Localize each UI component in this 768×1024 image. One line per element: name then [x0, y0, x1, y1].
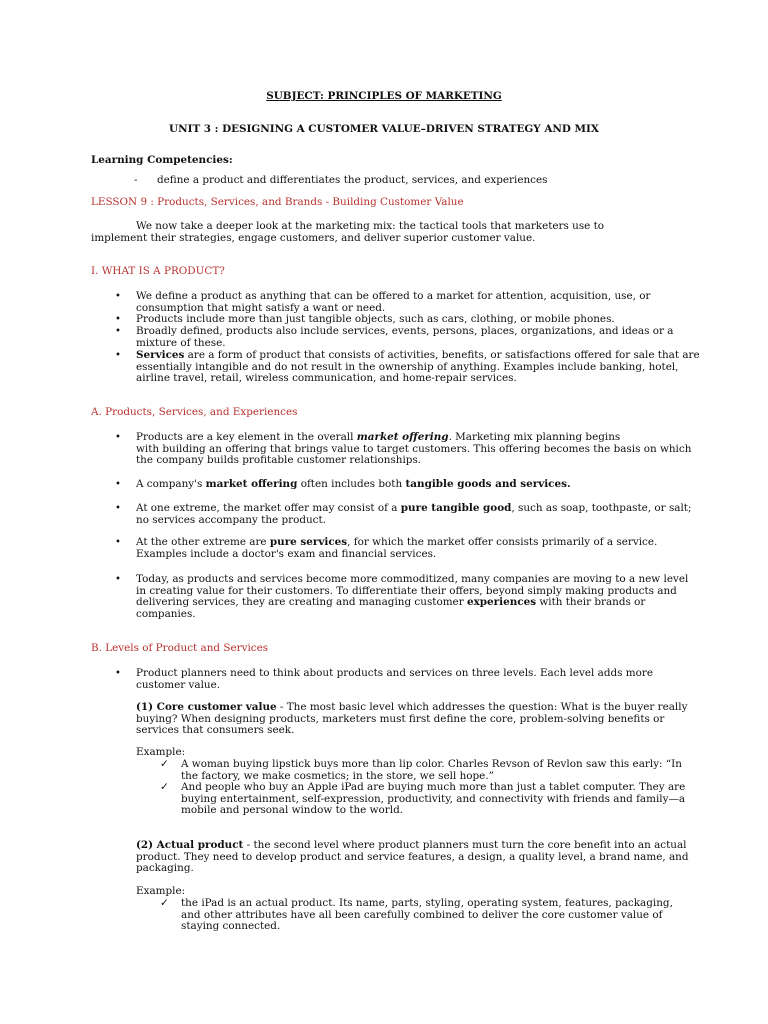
product-definition-text: We define a product as anything that can be offered to a market for attention, acquisition, use, or consumption that might satisfy a want or need. [136, 290, 651, 314]
pure-services-text: At the other extreme are pure services, for which the market offer consists primarily of a service. Examples include a doctor's exam and financial services. [136, 536, 658, 560]
example-label-2: Example: [136, 885, 186, 897]
three-levels-text: Product planners need to think about products and services on three levels. Each level adds more customer value. [136, 667, 654, 691]
broadly-defined-text: Broadly defined, products also include services, events, persons, places, organizations, and ideas or a mixture of these. [136, 325, 674, 349]
competency-item: define a product and differentiates the product, services, and experiences [157, 174, 548, 186]
unit-title: UNIT 3 : DESIGNING A CUSTOMER VALUE–DRIVEN STRATEGY AND MIX [169, 123, 599, 135]
bullet-marker: • [115, 350, 121, 361]
services-definition-text: Services are a form of product that consists of activities, benefits, or satisfactions offered for sale that are essentially intangible and do not result in the ownership of anything. Examples include banking, hotel, airline travel, retail, wireless communication, and home-repair services. [136, 349, 700, 385]
bullet-marker: • [115, 326, 121, 337]
lesson-title: LESSON 9 : Products, Services, and Brands - Building Customer Value [91, 196, 464, 208]
bullet-marker: • [115, 291, 121, 302]
bullet-marker: • [115, 479, 121, 490]
bullet-marker: • [115, 503, 121, 514]
actual-product-text: (2) Actual product - the second level where product planners must turn the core benefit into an actual product. They need to develop product and service features, a design, a quality level, a brand name, and packaging. [136, 839, 689, 875]
example-label: Example: [136, 746, 186, 758]
bullet-marker: • [115, 537, 121, 548]
tangible-objects-text: Products include more than just tangible objects, such as cars, clothing, or mobile phones. [136, 313, 615, 325]
section-products-services-experiences-heading: A. Products, Services, and Experiences [91, 406, 298, 418]
lesson-intro-line-1: We now take a deeper look at the marketing mix: the tactical tools that marketers use to [136, 220, 605, 232]
bullet-marker: • [115, 574, 121, 585]
bullet-marker: • [115, 432, 121, 443]
competency-dash: - [134, 174, 138, 186]
competencies-label: Learning Competencies: [91, 154, 233, 166]
lesson-intro-line-2: implement their strategies, engage customers, and deliver superior customer value. [91, 232, 536, 244]
ipad-example-text: And people who buy an Apple iPad are buying much more than just a tablet computer. They are buying entertainment, self-expression, productivity, and connectivity with friends and family—a mobile and personal window to the world. [181, 781, 686, 817]
subject-title: SUBJECT: PRINCIPLES OF MARKETING [266, 90, 502, 102]
experiences-text: Today, as products and services become more commoditized, many companies are moving to a new level in creating value for their customers. To differentiate their offers, beyond simply making products and delivering services, they are creating and managing customer experiences with their brands or companies. [136, 573, 689, 621]
lipstick-example-text: A woman buying lipstick buys more than lip color. Charles Revson of Revlon saw this early: “In the factory, we make cosmetics; in the store, we sell hope.” [181, 758, 682, 782]
section-levels-heading: B. Levels of Product and Services [91, 642, 269, 654]
checkmark-icon: ✓ [160, 781, 169, 793]
market-offering-text: Products are a key element in the overall market offering. Marketing mix planning begins with building an offering that brings value to target customers. This offering becomes the basis on which the company builds profitable customer relationships. [136, 431, 692, 467]
checkmark-icon: ✓ [160, 758, 169, 770]
bullet-marker: • [115, 314, 121, 325]
company-offering-text: A company's market offering often includes both tangible goods and services. [136, 478, 571, 490]
ipad-actual-product-text: the iPad is an actual product. Its name, parts, styling, operating system, features, packaging, and other attributes have all been carefully combined to deliver the core customer value of staying connected. [181, 897, 673, 933]
section-what-is-product-heading: I. WHAT IS A PRODUCT? [91, 265, 225, 277]
checkmark-icon: ✓ [160, 897, 169, 909]
core-customer-value-text: (1) Core customer value - The most basic level which addresses the question: What is the buyer really buying? When designing products, marketers must first define the core, problem-solving benefits or services that consumers seek. [136, 701, 688, 737]
bullet-marker: • [115, 668, 121, 679]
pure-tangible-good-text: At one extreme, the market offer may consist of a pure tangible good, such as soap, toothpaste, or salt; no services accompany the product. [136, 502, 692, 526]
